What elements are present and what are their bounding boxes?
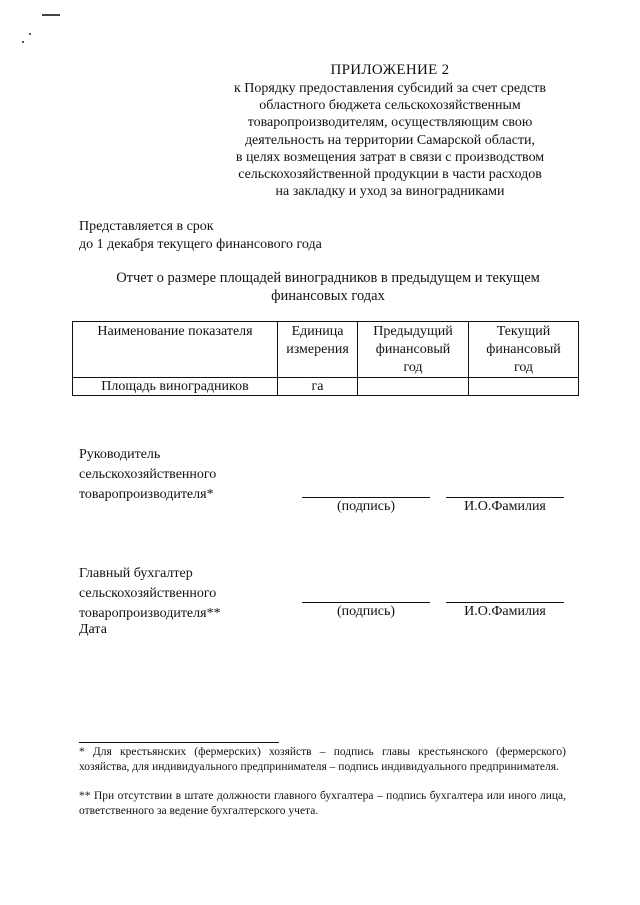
appendix-subtitle-line: сельскохозяйственной продукции в части расходов bbox=[238, 167, 542, 183]
accountant-signature-label: (подпись) bbox=[336, 604, 396, 619]
footnote-divider bbox=[79, 742, 279, 743]
column-header-text: финансовый bbox=[375, 342, 451, 357]
head-name-label: И.О.Фамилия bbox=[464, 499, 546, 514]
head-signer-title bbox=[79, 445, 216, 505]
signer-line: сельскохозяйственного bbox=[79, 467, 217, 482]
column-header-text: Единица bbox=[291, 324, 344, 339]
cell-indicator: Площадь виноградников bbox=[73, 378, 278, 396]
scan-speck bbox=[29, 33, 31, 35]
appendix-title: ПРИЛОЖЕНИЕ 2 bbox=[330, 62, 450, 78]
report-title-line: финансовых годах bbox=[271, 287, 385, 304]
submission-deadline bbox=[79, 218, 322, 253]
column-header-text: финансовый bbox=[486, 342, 561, 357]
column-header-text: год bbox=[513, 360, 534, 375]
table-row bbox=[73, 378, 579, 396]
signer-line: товаропроизводителя* bbox=[79, 487, 214, 502]
accountant-signature-line[interactable] bbox=[302, 602, 430, 603]
appendix-subtitle-line: на закладку и уход за виноградниками bbox=[275, 184, 505, 200]
column-header-previous-year bbox=[358, 322, 469, 378]
column-header-text: год bbox=[403, 360, 423, 375]
appendix-subtitle-line: областного бюджета сельскохозяйственным bbox=[259, 98, 521, 114]
signer-line: Главный бухгалтер bbox=[79, 566, 193, 581]
cell-current-year-value[interactable] bbox=[469, 378, 579, 396]
table-header-row bbox=[73, 322, 579, 378]
date-label: Дата bbox=[79, 622, 107, 637]
signer-line: Руководитель bbox=[79, 447, 161, 462]
appendix-subtitle-line: деятельность на территории Самарской области, bbox=[244, 132, 536, 148]
appendix-subtitle-line: товаропроизводителям, осуществляющим свою bbox=[247, 115, 533, 131]
column-header-unit bbox=[278, 322, 358, 378]
deadline-line: до 1 декабря текущего финансового года bbox=[79, 236, 322, 252]
column-header-text: Текущий bbox=[496, 324, 551, 339]
column-header-text: измерения bbox=[286, 342, 349, 357]
footnote-2: ** При отсутствии в штате должности главного бухгалтера – подпись бухгалтера или иного лица, ответственного за ведение бухгалтерского учета. bbox=[79, 790, 566, 817]
accountant-name-label: И.О.Фамилия bbox=[464, 604, 546, 619]
head-name-line[interactable] bbox=[446, 497, 564, 498]
scan-speck bbox=[22, 41, 24, 43]
report-table bbox=[72, 321, 579, 396]
footnote-1: * Для крестьянских (фермерских) хозяйств – подпись главы крестьянского (фермерского) хозяйства, для индивидуального предпринимателя – подпись индивидуального предпринимателя. bbox=[79, 746, 566, 773]
accountant-name-line[interactable] bbox=[446, 602, 564, 603]
column-header-text: Предыдущий bbox=[373, 324, 453, 339]
column-header-text: Наименование показателя bbox=[97, 324, 253, 339]
deadline-line: Представляется в срок bbox=[79, 219, 214, 234]
scan-mark bbox=[42, 14, 60, 16]
appendix-subtitle-line: в целях возмещения затрат в связи с производством bbox=[235, 149, 545, 165]
signer-line: сельскохозяйственного bbox=[79, 586, 217, 601]
column-header-current-year bbox=[469, 322, 579, 378]
cell-unit: га bbox=[278, 378, 358, 396]
appendix-subtitle bbox=[200, 80, 580, 200]
cell-previous-year-value[interactable] bbox=[358, 378, 469, 396]
column-header-indicator bbox=[73, 322, 278, 378]
report-title-line: Отчет о размере площадей виноградников в предыдущем и текущем bbox=[116, 270, 540, 286]
head-signature-line[interactable] bbox=[302, 497, 430, 498]
report-title bbox=[88, 270, 568, 305]
head-signature-label: (подпись) bbox=[336, 499, 396, 514]
accountant-signer-title bbox=[79, 564, 221, 624]
signer-line: товаропроизводителя** bbox=[79, 606, 221, 621]
appendix-subtitle-line: к Порядку предоставления субсидий за счет средств bbox=[234, 81, 546, 96]
